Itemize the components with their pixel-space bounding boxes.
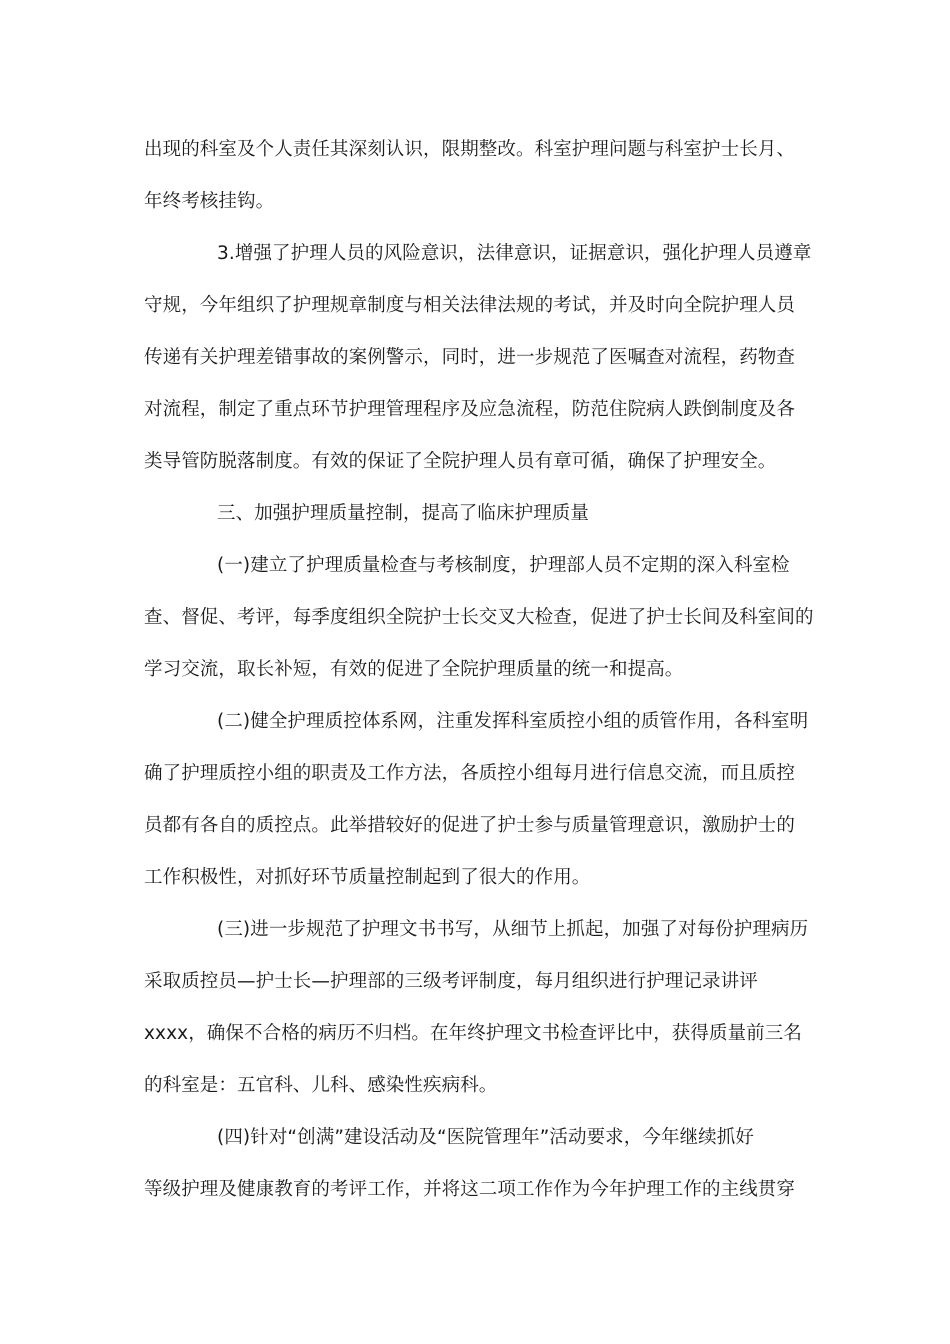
text-line: 传递有关护理差错事故的案例警示，同时，进一步规范了医嘱查对流程，药物查 [144, 347, 796, 368]
paragraph-start-line: 3.增强了护理人员的风险意识，法律意识，证据意识，强化护理人员遵章 [217, 243, 812, 264]
paragraph-start-line: (三)进一步规范了护理文书书写，从细节上抓起，加强了对每份护理病历 [217, 919, 809, 940]
text-line: 学习交流，取长补短，有效的促进了全院护理质量的统一和提高。 [144, 659, 684, 680]
text-line: 年终考核挂钩。 [144, 191, 275, 212]
paragraph-start-line: (二)健全护理质控体系网，注重发挥科室质控小组的质管作用，各科室明 [217, 711, 809, 732]
text-line: 确了护理质控小组的职责及工作方法，各质控小组每月进行信息交流，而且质控 [144, 763, 796, 784]
text-line: 工作积极性，对抓好环节质量控制起到了很大的作用。 [144, 867, 591, 888]
paragraph-start-line: (一)建立了护理质量检查与考核制度，护理部人员不定期的深入科室检 [217, 555, 790, 576]
document-body [144, 130, 814, 1222]
text-line: 查、督促、考评，每季度组织全院护士长交叉大检查，促进了护士长间及科室间的 [144, 607, 814, 628]
text-line: 守规，今年组织了护理规章制度与相关法律法规的考试，并及时向全院护理人员 [144, 295, 796, 316]
paragraph-start-line: (四)针对“创满”建设活动及“医院管理年”活动要求，今年继续抓好 [217, 1127, 754, 1148]
text-line: 对流程，制定了重点环节护理管理程序及应急流程，防范住院病人跌倒制度及各 [144, 399, 796, 420]
text-line: 出现的科室及个人责任其深刻认识，限期整改。科室护理问题与科室护士长月、 [144, 139, 796, 160]
text-line: 类导管防脱落制度。有效的保证了全院护理人员有章可循，确保了护理安全。 [144, 451, 777, 472]
text-line: 采取质控员—护士长—护理部的三级考评制度，每月组织进行护理记录讲评 [144, 971, 758, 992]
text-line: 的科室是：五官科、儿科、感染性疾病科。 [144, 1075, 498, 1096]
text-line: 等级护理及健康教育的考评工作，并将这二项工作作为今年护理工作的主线贯穿 [144, 1179, 796, 1200]
text-line: xxxx，确保不合格的病历不归档。在年终护理文书检查评比中，获得质量前三名 [144, 1023, 802, 1044]
text-line: 员都有各自的质控点。此举措较好的促进了护士参与质量管理意识，激励护士的 [144, 815, 796, 836]
section-heading: 三、加强护理质量控制，提高了临床护理质量 [217, 503, 590, 524]
